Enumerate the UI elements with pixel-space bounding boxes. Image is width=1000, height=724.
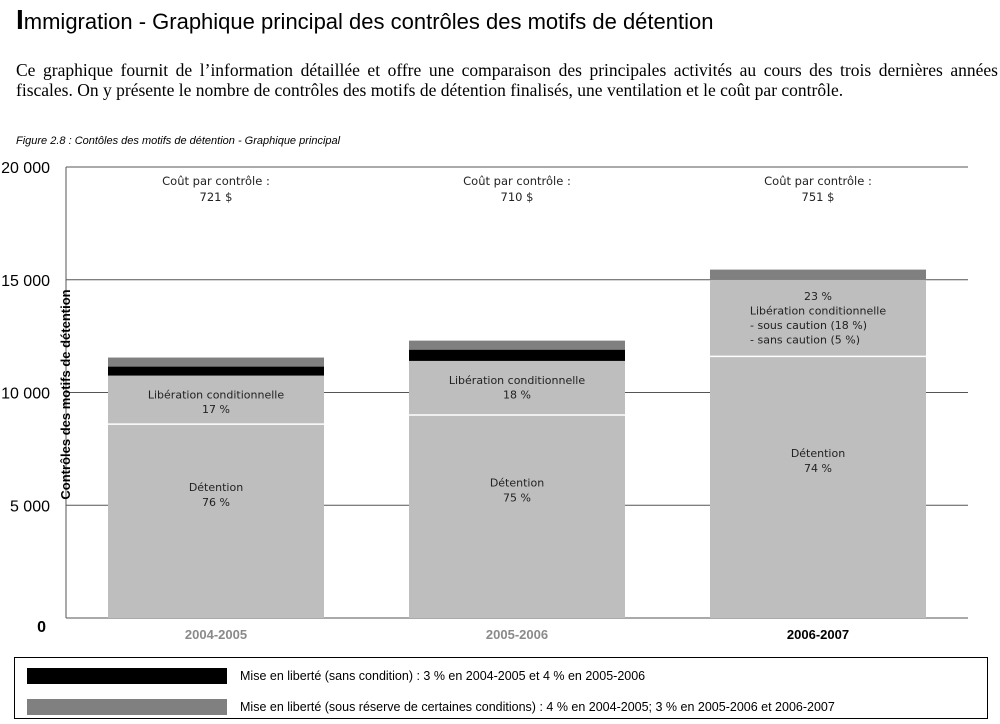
- legend-swatch-sans-condition: [27, 668, 227, 684]
- bar-sous_reserve-2005-2006: [409, 341, 625, 350]
- x-category-label: 2004-2005: [184, 627, 248, 642]
- bar-detention-2006-2007: [710, 356, 926, 618]
- cost-label: Coût par contrôle :: [764, 174, 872, 188]
- page-title-initial: I: [16, 4, 24, 35]
- detention-label: 75 %: [503, 491, 531, 505]
- liberation-label: 18 %: [503, 388, 531, 402]
- cost-value: 721 $: [199, 190, 233, 204]
- liberation-label: Libération conditionnelle: [147, 388, 285, 402]
- cost-label: Coût par contrôle :: [463, 174, 571, 188]
- legend: [14, 657, 988, 719]
- bar-sous_reserve-2004-2005: [108, 358, 324, 367]
- liberation-label: 23 %: [804, 289, 832, 303]
- cost-value: 751 $: [801, 190, 835, 204]
- y-tick-label: 5 000: [9, 498, 50, 516]
- y-tick-label: 15 000: [1, 272, 50, 290]
- bar-sans_condition-2005-2006: [409, 350, 625, 361]
- legend-label-sans-condition: Mise en liberté (sans condition) : 3 % en 2004-2005 et 4 % en 2005-2006: [240, 669, 646, 683]
- liberation-label: - sans caution (5 %): [750, 333, 860, 347]
- x-category-label: 2006-2007: [786, 627, 850, 642]
- page-title: [16, 4, 713, 36]
- liberation-label: 17 %: [202, 403, 230, 417]
- liberation-label: Libération conditionnelle: [749, 304, 887, 318]
- detention-label: 74 %: [804, 462, 832, 476]
- intro-paragraph: Ce graphique fournit de l’information détaillée et offre une comparaison des principales activités au cours des trois dernières années fiscales. On y présente le nombre de contrôles des motifs de détention finalisés, une ventilation et le coût par contrôle.: [16, 60, 998, 100]
- liberation-label: Libération conditionnelle: [448, 373, 586, 387]
- cost-value: 710 $: [500, 190, 534, 204]
- x-category-label: 2005-2006: [485, 627, 549, 642]
- bar-sous_reserve-2006-2007: [710, 270, 926, 280]
- cost-label: Coût par contrôle :: [162, 174, 270, 188]
- bar-detention-2004-2005: [108, 424, 324, 618]
- y-axis-title: Contrôles des motifs de détention: [58, 289, 73, 500]
- detention-label: Détention: [790, 447, 846, 461]
- legend-swatch-sous-reserve: [27, 699, 227, 715]
- y-tick-label: 20 000: [1, 160, 50, 177]
- y-tick-label: 10 000: [1, 385, 50, 403]
- legend-label-sous-reserve: Mise en liberté (sous réserve de certaines conditions) : 4 % en 2004-2005; 3 % en 2005-2006 et 2006-2007: [240, 700, 835, 714]
- detention-label: Détention: [188, 481, 244, 495]
- detention-label: 76 %: [202, 496, 230, 510]
- detention-label: Détention: [489, 476, 545, 490]
- bar-sans_condition-2004-2005: [108, 367, 324, 376]
- liberation-label: - sous caution (18 %): [750, 318, 867, 332]
- bar-detention-2005-2006: [409, 415, 625, 618]
- stacked-bar-chart: [0, 150, 1000, 655]
- page-title-text: mmigration - Graphique principal des contrôles des motifs de détention: [23, 9, 714, 34]
- y-tick-label: 0: [37, 619, 46, 636]
- figure-caption: Figure 2.8 : Contôles des motifs de détention - Graphique principal: [16, 135, 341, 147]
